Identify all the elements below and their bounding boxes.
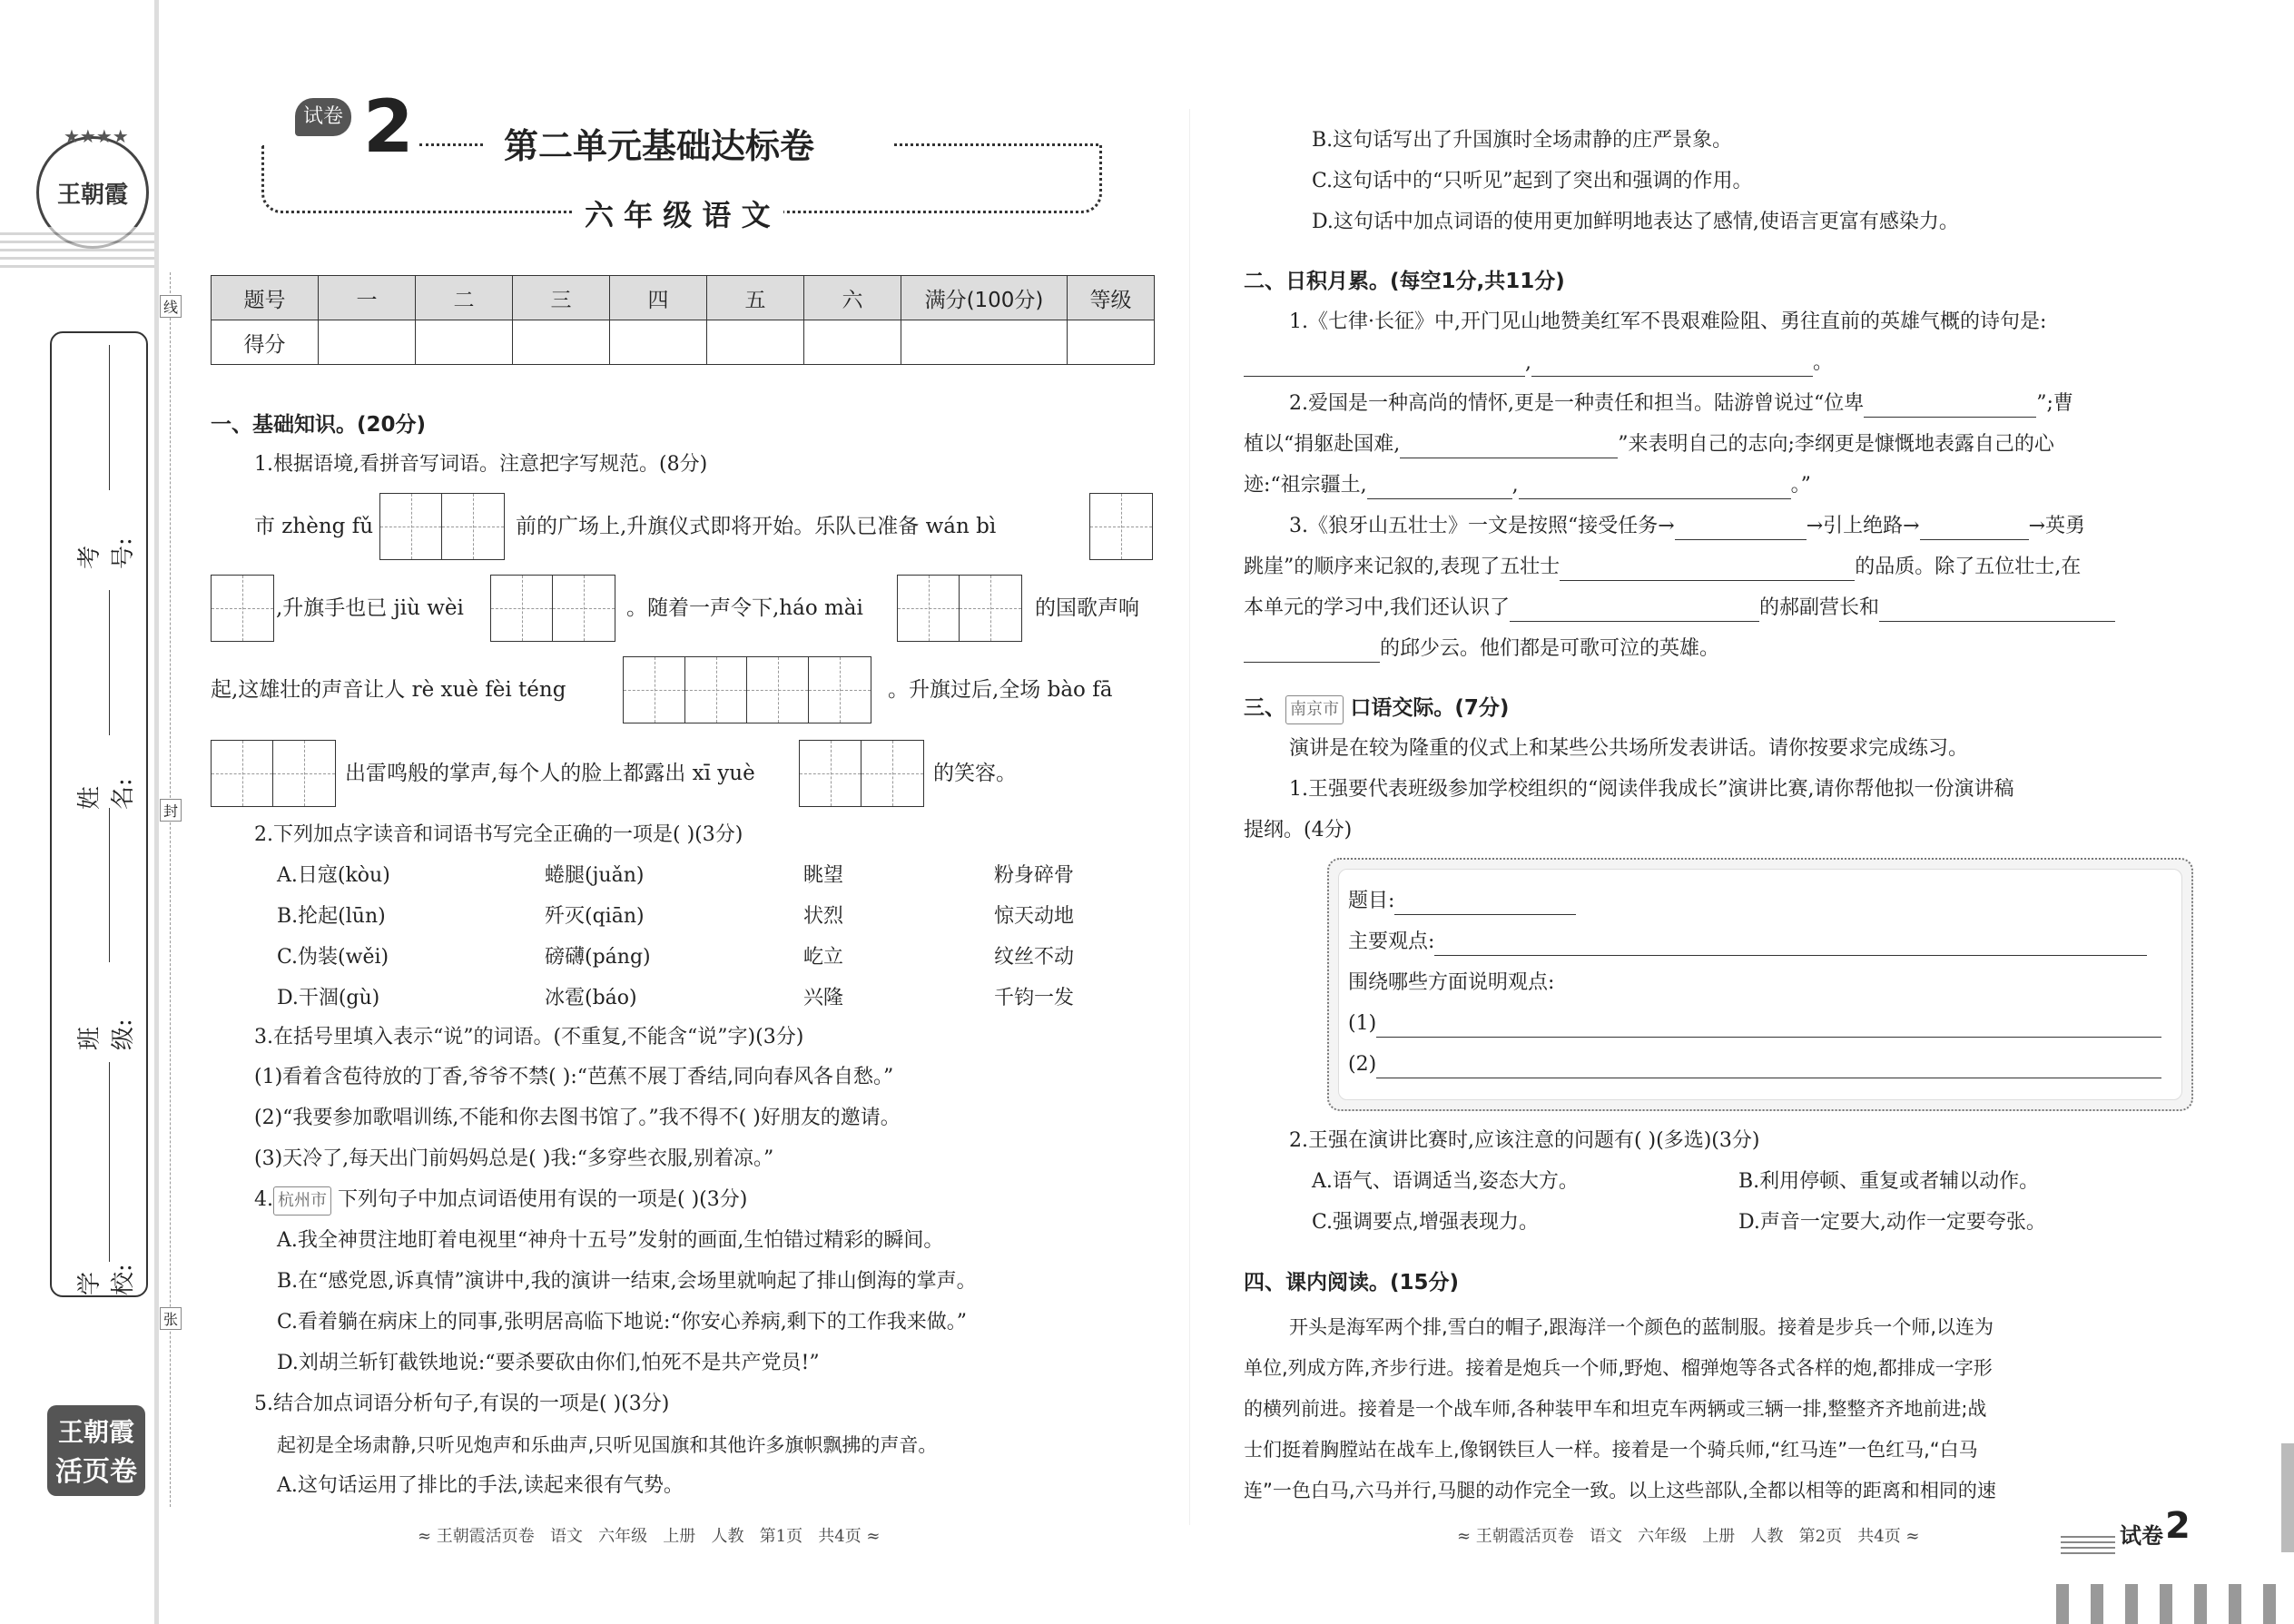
- s2-q3-text: 3.《狼牙山五壮士》一文是按照“接受任务→: [1289, 515, 1675, 537]
- answer-grid-baofa[interactable]: [211, 740, 336, 807]
- paper-prefix: 试卷: [302, 105, 343, 128]
- q1-text-i: 的笑容。: [933, 762, 1017, 785]
- blank-line[interactable]: [1879, 599, 2115, 622]
- outline-title-row[interactable]: [1348, 888, 1576, 915]
- score-col-2: 二: [416, 276, 513, 320]
- s3-q1-line1: 1.王强要代表班级参加学校组织的“阅读伴我成长”演讲比赛,请你帮他拟一份演讲稿: [1289, 778, 2014, 801]
- field-school[interactable]: [54, 1171, 137, 1295]
- s3-q2-option-c: C.强调要点,增强表现力。: [1312, 1211, 1540, 1234]
- score-cell[interactable]: [513, 320, 610, 365]
- answer-grid-wanbi-2[interactable]: [211, 575, 274, 642]
- corner-paper-prefix: 试卷: [2120, 1523, 2163, 1549]
- blank-line[interactable]: [1675, 517, 1807, 540]
- q3-item-3: (3)天冷了,每天出门前妈妈总是( )我:“多穿些衣服,别着凉。”: [254, 1147, 774, 1170]
- cut-mark-seal: 封: [160, 799, 182, 822]
- q2-option: B.抡起(lūn): [277, 905, 386, 928]
- section-2-title: 二、日积月累。(每空1分,共11分): [1244, 270, 1565, 293]
- s2-q3-line1: [1289, 513, 2085, 540]
- q5-option-b: B.这句话写出了升国旗时全场肃静的庄严景象。: [1312, 129, 1733, 152]
- s2-q3-text: 的品质。除了五位壮士,在: [1855, 556, 2082, 578]
- blank-line[interactable]: [1519, 477, 1791, 499]
- q2-option: 惊天动地: [994, 905, 1075, 928]
- section-1-title: 一、基础知识。(20分): [211, 413, 427, 437]
- answer-grid-haomai[interactable]: [897, 575, 1022, 642]
- brand-badge-logo: 王朝霞: [57, 1417, 134, 1447]
- reading-line: 开头是海军两个排,雪白的帽子,跟海洋一个颜色的蓝制服。接着是步兵一个师,以连为: [1289, 1316, 1994, 1338]
- s2-q3-text: 的邱少云。他们都是可歌可泣的英雄。: [1380, 637, 1720, 660]
- q2-option: 冰雹(báo): [545, 987, 637, 1009]
- score-cell[interactable]: [1068, 320, 1155, 365]
- field-class-label: 班级:: [76, 1019, 137, 1050]
- blank-line[interactable]: [1531, 354, 1813, 377]
- q4-option-a: A.我全神贯注地盯着电视里“神舟十五号”发射的画面,生怕错过精彩的瞬间。: [277, 1229, 944, 1252]
- field-name[interactable]: [54, 708, 136, 817]
- s2-q2-text: ”;曹: [2036, 392, 2073, 415]
- q1-prompt: 1.根据语境,看拼音写词语。注意把字写规范。(8分): [254, 453, 708, 476]
- blank-line[interactable]: [1244, 640, 1380, 663]
- s3-q2-prompt: 2.王强在演讲比赛时,应该注意的问题有( )(多选)(3分): [1289, 1129, 1760, 1152]
- corner-paper-number: 2: [2165, 1505, 2191, 1547]
- blank-line[interactable]: [1376, 1056, 2161, 1078]
- outline-item-1-label: (1): [1348, 1012, 1377, 1035]
- q1-text-d: 。随着一声令下,háo mài: [626, 596, 863, 620]
- s3-q2-option-a: A.语气、语调适当,姿态大方。: [1312, 1170, 1579, 1193]
- page-title: 第二单元基础达标卷: [504, 126, 815, 166]
- score-table-score-row: [212, 320, 1155, 365]
- q1-text-b: 前的广场上,升旗仪式即将开始。乐队已准备 wán bì: [516, 515, 997, 538]
- q5-prompt: 5.结合加点词语分析句子,有误的一项是( )(3分): [254, 1393, 670, 1415]
- q4-region-tag: 杭州市: [273, 1186, 331, 1216]
- blank-line[interactable]: [1864, 395, 2036, 418]
- field-class[interactable]: [54, 944, 136, 1053]
- blank-line[interactable]: [1376, 1015, 2161, 1038]
- q2-option: 纹丝不动: [994, 946, 1075, 969]
- field-exam-number[interactable]: [54, 481, 136, 590]
- q2-option: 屹立: [803, 946, 844, 969]
- q3-item-2: (2)“我要参加歌唱训练,不能和你去图书馆了。”我不得不( )好朋友的邀请。: [254, 1107, 901, 1129]
- answer-grid-wanbi-1[interactable]: [1089, 493, 1153, 560]
- section-3-number: 三、: [1244, 696, 1285, 720]
- s2-q3-line3: [1244, 595, 2115, 622]
- q5-option-a: A.这句话运用了排比的手法,读起来很有气势。: [277, 1474, 684, 1497]
- section-3-title: [1244, 694, 1509, 724]
- cut-mark-zhang: 张: [160, 1307, 182, 1330]
- blank-line[interactable]: [1510, 599, 1759, 622]
- reading-line: 单位,列成方阵,齐步行进。接着是炮兵一个师,野炮、榴弹炮等各式各样的炮,都排成一字形: [1244, 1357, 1993, 1379]
- score-col-grade: 等级: [1068, 276, 1155, 320]
- answer-grid-xiyue[interactable]: [799, 740, 924, 807]
- left-footer: ≈ 王朝霞活页卷 语文 六年级 上册 人教 第1页 共4页 ≈: [418, 1527, 881, 1546]
- q5-option-c: C.这句话中的“只听见”起到了突出和强调的作用。: [1312, 170, 1753, 192]
- s2-q3-text: 跳崖”的顺序来记叙的,表现了五壮士: [1244, 556, 1561, 578]
- score-col-5: 五: [707, 276, 804, 320]
- cut-mark-line: 线: [160, 295, 182, 318]
- s2-q2-text: ”来表明自己的志向;李纲更是慷慨地表露自己的心: [1618, 433, 2054, 456]
- score-col-6: 六: [804, 276, 901, 320]
- s2-q2-text: 植以“捐躯赴国难,: [1244, 433, 1401, 456]
- answer-grid-zhengfu[interactable]: [379, 493, 505, 560]
- score-cell[interactable]: [901, 320, 1068, 365]
- field-exam-number-line: [109, 345, 110, 490]
- s2-q1-answer[interactable]: , 。: [1244, 349, 1833, 377]
- reading-line: 士们挺着胸膛站在战车上,像钢铁巨人一样。接着是一个骑兵师,“红马连”一色红马,“白马: [1244, 1439, 1978, 1461]
- s2-q3-line2: [1244, 554, 2081, 581]
- page-divider: [1189, 109, 1190, 1525]
- field-school-line: [109, 1062, 110, 1262]
- q1-text-f: 起,这雄壮的声音让人 rè xuè fèi téng: [211, 678, 566, 702]
- q5-option-d: D.这句话中加点词语的使用更加鲜明地表达了感情,使语言更富有感染力。: [1312, 211, 1959, 233]
- s2-q2-line1: [1289, 390, 2073, 418]
- page-subtitle: 六 年 级 语 文: [572, 192, 783, 234]
- q4-option-c: C.看着躺在病床上的同事,张明居高临下地说:“你安心养病,剩下的工作我来做。”: [277, 1311, 967, 1334]
- s3-q1-line2: 提纲。(4分): [1244, 819, 1353, 842]
- score-cell[interactable]: [610, 320, 707, 365]
- outline-main-row[interactable]: [1348, 929, 2147, 956]
- outline-main-label: 主要观点:: [1348, 930, 1435, 953]
- reading-line: 的横列前进。接着是一个战车师,各种装甲车和坦克车两辆或三辆一排,整整齐齐地前进;战: [1244, 1398, 1987, 1420]
- score-cell[interactable]: [804, 320, 901, 365]
- score-col-label: 题号: [212, 276, 319, 320]
- score-col-total: 满分(100分): [901, 276, 1068, 320]
- outline-item-2-label: (2): [1348, 1053, 1377, 1076]
- s2-q3-text: 本单元的学习中,我们还认识了: [1244, 596, 1510, 619]
- blank-line[interactable]: [1244, 354, 1525, 377]
- brand-logo-text: 王朝霞: [56, 181, 128, 209]
- section-4-title: 四、课内阅读。(15分): [1244, 1271, 1460, 1294]
- reading-passage: [1244, 1307, 1996, 1511]
- s3-intro: 演讲是在较为隆重的仪式上和某些公共场所发表讲话。请你按要求完成练习。: [1289, 737, 1969, 760]
- s2-q3-line4: [1244, 635, 1719, 663]
- s3-q2-option-b: B.利用停顿、重复或者辅以动作。: [1738, 1170, 2040, 1193]
- q2-option: A.日寇(kòu): [277, 864, 390, 887]
- s2-q2-text: 2.爱国是一种高尚的情怀,更是一种责任和担当。陆游曾说过“位卑: [1289, 392, 1865, 415]
- section-3-text: 口语交际。(7分): [1350, 696, 1510, 720]
- blank-line[interactable]: [1367, 477, 1512, 499]
- blank-line[interactable]: [1920, 517, 2029, 540]
- q4-number: 4.: [254, 1188, 273, 1211]
- s2-q1-prompt: 1.《七律·长征》中,开门见山地赞美红军不畏艰难险阻、勇往直前的英雄气概的诗句是:: [1289, 310, 2047, 333]
- answer-grid-rexuefeiteng[interactable]: [623, 656, 871, 723]
- q2-option: 兴隆: [803, 987, 844, 1009]
- score-row-label: 得分: [212, 320, 319, 365]
- field-exam-number-label: 考号:: [76, 537, 137, 569]
- q1-text-h: 出雷鸣般的掌声,每个人的脸上都露出 xī yuè: [345, 762, 755, 785]
- field-name-label: 姓名:: [76, 778, 137, 810]
- score-cell[interactable]: [707, 320, 804, 365]
- outline-item-1[interactable]: [1348, 1010, 2161, 1038]
- s2-q2-line2: [1244, 431, 2054, 458]
- paper-number: 2: [363, 84, 414, 169]
- q2-option: 状烈: [803, 905, 844, 928]
- page-edge-marks: [2056, 1584, 2294, 1624]
- q4-option-d: D.刘胡兰斩钉截铁地说:“要杀要砍由你们,怕死不是共产党员!”: [277, 1352, 820, 1374]
- right-footer: ≈ 王朝霞活页卷 语文 六年级 上册 人教 第2页 共4页 ≈: [1457, 1527, 1920, 1546]
- outline-aspects-label: 围绕哪些方面说明观点:: [1348, 971, 1555, 994]
- outline-title-label: 题目:: [1348, 890, 1395, 912]
- wave-decoration: [0, 227, 154, 272]
- q2-option: 千钧一发: [994, 987, 1075, 1009]
- field-class-line: [109, 808, 110, 962]
- blank-line[interactable]: [1394, 892, 1576, 915]
- q5-sentence: 起初是全场肃静,只听见炮声和乐曲声,只听见国旗和其他许多旗帜飘拂的声音。: [277, 1434, 938, 1456]
- blank-line[interactable]: [1400, 436, 1618, 458]
- q4-text: 下列句子中加点词语使用有误的一项是( )(3分): [338, 1188, 748, 1211]
- q2-option: 眺望: [803, 864, 844, 887]
- score-table: [211, 275, 1155, 365]
- brand-badge-series: 活页卷: [55, 1456, 137, 1488]
- s2-q2-text: 迹:“祖宗疆土,: [1244, 474, 1367, 497]
- s2-q2-line3: 迹:“祖宗疆土, , 。”: [1244, 472, 1811, 499]
- star-icon: ★★★★: [64, 125, 129, 147]
- s3-q2-option-d: D.声音一定要大,动作一定要夸张。: [1738, 1211, 2046, 1234]
- q2-prompt: 2.下列加点字读音和词语书写完全正确的一项是( )(3分): [254, 823, 743, 846]
- score-col-3: 三: [513, 276, 610, 320]
- score-col-4: 四: [610, 276, 707, 320]
- blank-line[interactable]: [1560, 558, 1855, 581]
- right-edge-bar: [2281, 1443, 2294, 1552]
- q1-text-c: ,升旗手也已 jiù wèi: [276, 596, 464, 620]
- field-name-line: [109, 590, 110, 735]
- paper-badge: [295, 98, 351, 136]
- reading-line: 连”一色白马,六马并行,马腿的动作完全一致。以上这些部队,全都以相等的距离和相同的速: [1244, 1480, 1996, 1501]
- q4-prompt: [254, 1186, 747, 1216]
- q2-option: C.伪装(wěi): [277, 946, 389, 969]
- blank-line[interactable]: [1434, 933, 2147, 956]
- q2-option: 蜷腿(juǎn): [545, 864, 645, 887]
- q1-text-a: 市 zhèng fǔ: [254, 515, 374, 538]
- corner-wave: [2061, 1532, 2115, 1554]
- score-cell[interactable]: [319, 320, 416, 365]
- q2-option: D.干涸(gù): [277, 987, 380, 1009]
- outline-item-2[interactable]: [1348, 1051, 2161, 1078]
- s2-q3-text: 的郝副营长和: [1759, 596, 1880, 619]
- s3-region-tag: 南京市: [1285, 695, 1344, 724]
- q1-text-g: 。升旗过后,全场 bào fā: [888, 678, 1113, 702]
- field-school-label: 学校:: [76, 1264, 137, 1295]
- q3-item-1: (1)看着含苞待放的丁香,爷爷不禁( ):“芭蕉不展丁香结,同向春风各自愁。”: [254, 1066, 894, 1088]
- score-col-1: 一: [319, 276, 416, 320]
- answer-grid-jiuwei[interactable]: [490, 575, 615, 642]
- score-table-header-row: [212, 276, 1155, 320]
- q1-text-e: 的国歌声响: [1035, 596, 1139, 620]
- q4-option-b: B.在“感党恩,诉真情”演讲中,我的演讲一结束,会场里就响起了排山倒海的掌声。: [277, 1270, 977, 1293]
- brand-badge: [47, 1405, 145, 1496]
- q3-prompt: 3.在括号里填入表示“说”的词语。(不重复,不能含“说”字)(3分): [254, 1026, 804, 1048]
- q2-option: 歼灭(qiān): [545, 905, 645, 928]
- score-cell[interactable]: [416, 320, 513, 365]
- s2-q3-text: →引上绝路→: [1806, 515, 1920, 537]
- q2-option: 磅礴(páng): [545, 946, 651, 969]
- s2-q3-text: →英勇: [2028, 515, 2085, 537]
- q2-option: 粉身碎骨: [994, 864, 1075, 887]
